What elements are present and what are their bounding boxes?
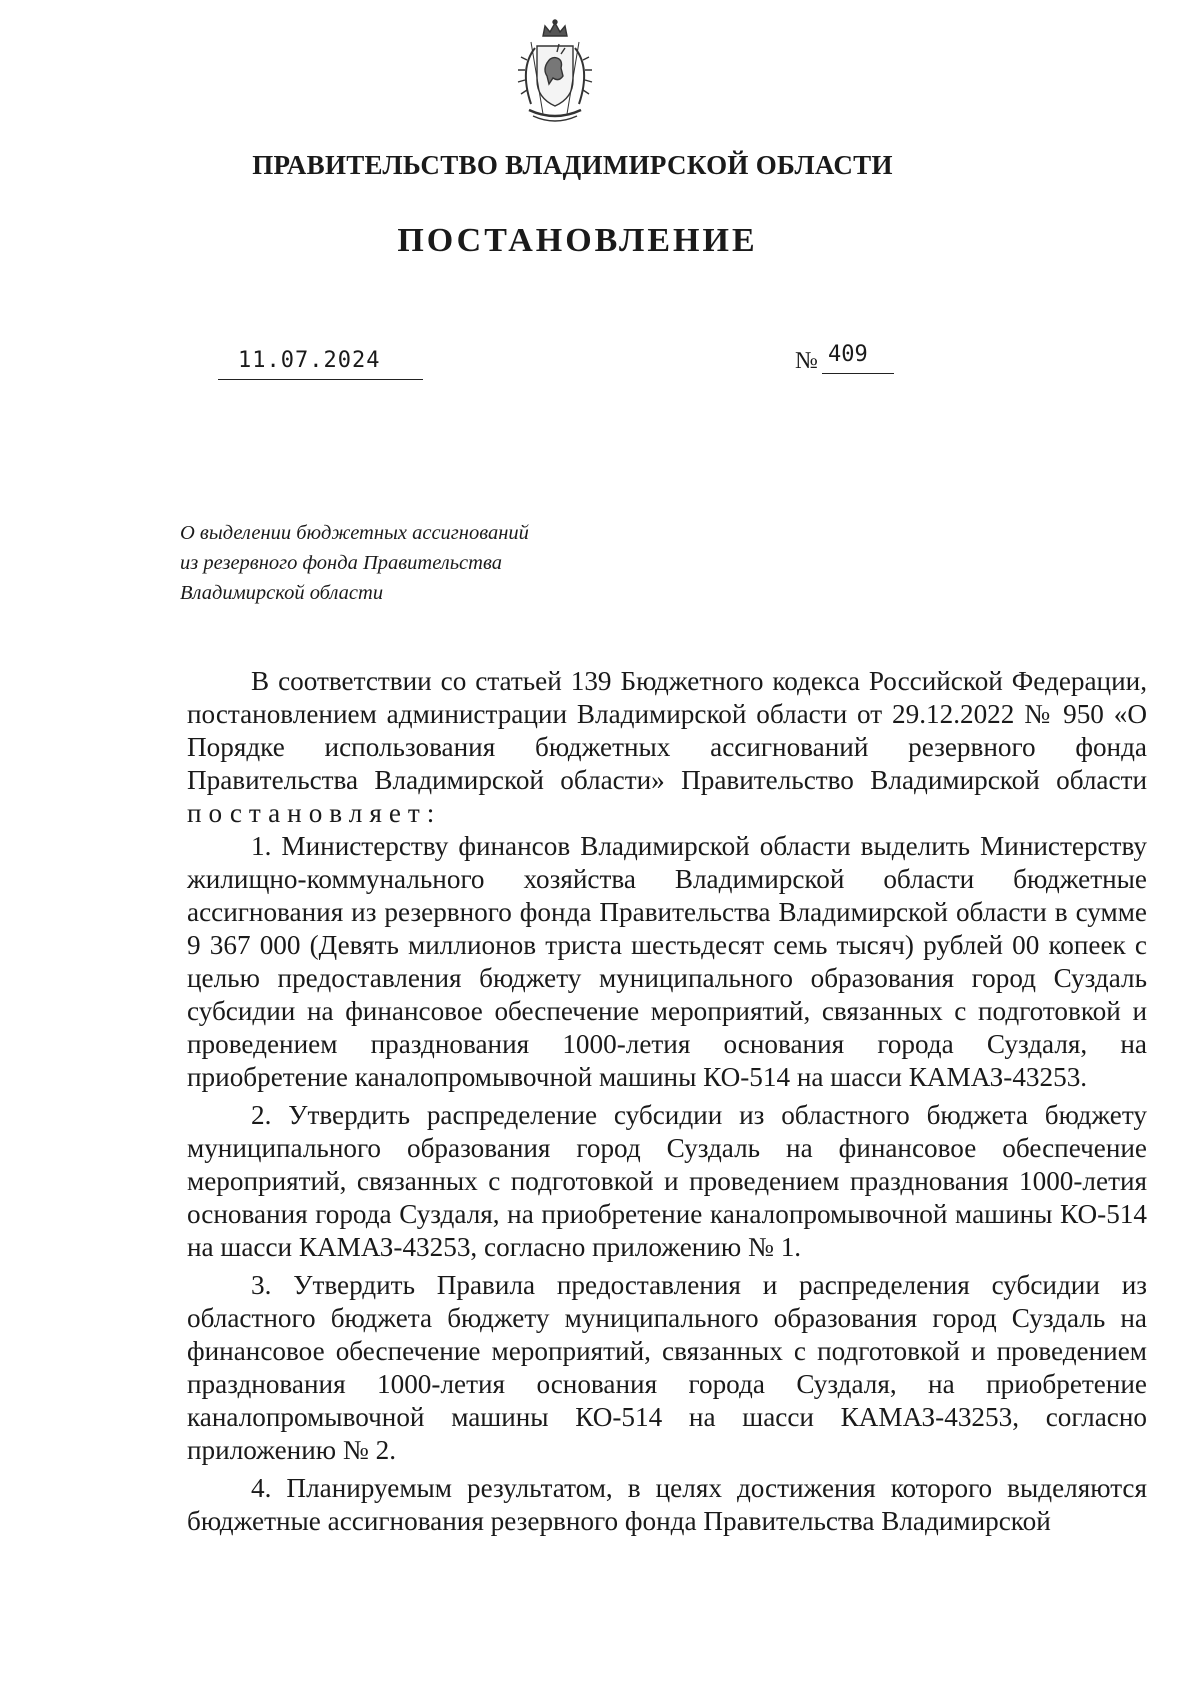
document-body	[187, 665, 1147, 1538]
number-sign: №	[795, 348, 818, 374]
document-type-title: ПОСТАНОВЛЕНИЕ	[397, 222, 758, 259]
organization-title: ПРАВИТЕЛЬСТВО ВЛАДИМИРСКОЙ ОБЛАСТИ	[252, 150, 893, 180]
decree-word: постановляет:	[187, 798, 442, 828]
clause-2: 2. Утвердить распределение субсидии из областного бюджета бюджету муниципального образования город Суздаль на финансовое обеспечение мероприятий, связанных с подготовкой и проведением празднования 1000-летия основания города Суздаля, на приобретение каналопромывочной машины КО-514 на шасси КАМАЗ-43253, согласно приложению № 1.	[187, 1100, 1147, 1262]
preamble-paragraph	[187, 665, 1147, 830]
coat-of-arms-icon	[505, 18, 605, 128]
document-number: 409	[822, 342, 894, 374]
clause-4: 4. Планируемым результатом, в целях достижения которого выделяются бюджетные ассигнования резервного фонда Правительства Владимирской	[187, 1473, 1147, 1536]
subject-line: О выделении бюджетных ассигнований	[180, 522, 529, 544]
document-subject	[180, 518, 640, 608]
subject-line: Владимирской области	[180, 582, 384, 604]
preamble-text: В соответствии со статьей 139 Бюджетного кодекса Российской Федерации, постановлением администрации Владимирской области от 29.12.2022 № 950 «О Порядке использования бюджетных ассигнований резервного фонда Правительства Владимирской области» Правительство Владимирской области	[187, 666, 1147, 795]
document-date: 11.07.2024	[218, 348, 423, 380]
subject-line: из резервного фонда Правительства	[180, 552, 502, 574]
clause-3: 3. Утвердить Правила предоставления и распределения субсидии из областного бюджета бюджету муниципального образования город Суздаль на финансовое обеспечение мероприятий, связанных с подготовкой и проведением празднования 1000-летия основания города Суздаля, на приобретение каналопромывочной машины КО-514 на шасси КАМАЗ-43253, согласно приложению № 2.	[187, 1270, 1147, 1465]
clause-1: 1. Министерству финансов Владимирской области выделить Министерству жилищно-коммунального хозяйства Владимирской области бюджетные ассигнования из резервного фонда Правительства Владимирской области в сумме 9 367 000 (Девять миллионов триста шестьдесят семь тысяч) рублей 00 копеек с целью предоставления бюджету муниципального образования город Суздаль субсидии на финансовое обеспечение мероприятий, связанных с подготовкой и проведением празднования 1000-летия основания города Суздаля, на приобретение каналопромывочной машины КО-514 на шасси КАМАЗ-43253.	[187, 831, 1147, 1092]
